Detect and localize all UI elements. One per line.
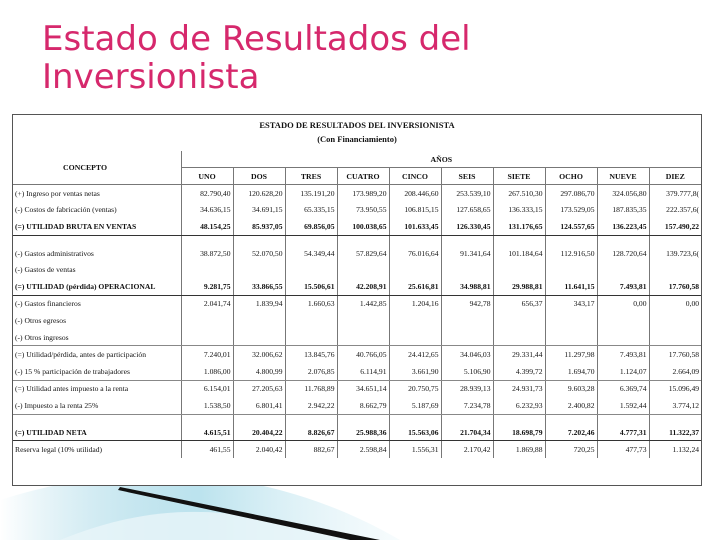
row-value: 136.333,15 — [493, 202, 545, 219]
row-label: Reserva legal (10% utilidad) — [15, 445, 103, 455]
table-row — [13, 424, 701, 441]
row-value: 21.704,34 — [441, 424, 493, 441]
row-value: 100.038,65 — [337, 218, 389, 235]
row-value — [337, 414, 389, 424]
row-value: 18.698,79 — [493, 424, 545, 441]
row-value — [545, 312, 597, 329]
row-value: 9.281,75 — [181, 278, 233, 295]
row-label: (=) Utilidad/pérdida, antes de participación — [15, 350, 147, 360]
row-value: 7.493,81 — [597, 346, 649, 363]
row-value: 25.616,81 — [389, 278, 441, 295]
income-statement-table-frame — [12, 114, 702, 486]
table-body — [13, 185, 701, 458]
row-value: 48.154,25 — [181, 218, 233, 235]
row-value: 1.660,63 — [285, 295, 337, 312]
table-row — [13, 397, 701, 414]
row-value: 11.641,15 — [545, 278, 597, 295]
title-line-2: Inversionista — [42, 57, 260, 97]
row-label: (-) Otros ingresos — [13, 329, 181, 346]
year-header-4: CUATRO — [337, 168, 389, 185]
row-value: 91.341,64 — [441, 245, 493, 262]
row-value — [493, 261, 545, 278]
row-value: 173.529,05 — [545, 202, 597, 219]
row-label: (-) Otros egresos — [15, 315, 67, 325]
row-label: (+) Ingreso por ventas netas — [15, 188, 100, 198]
table-row — [13, 329, 701, 346]
row-value — [493, 414, 545, 424]
row-value: 34.691,15 — [233, 202, 285, 219]
row-value — [545, 261, 597, 278]
row-value — [337, 329, 389, 346]
row-value — [181, 312, 233, 329]
row-value: 13.845,76 — [285, 346, 337, 363]
row-value: 29.331,44 — [493, 346, 545, 363]
row-value: 25.988,36 — [337, 424, 389, 441]
table-row — [13, 202, 701, 219]
year-header-5: CINCO — [389, 168, 441, 185]
row-value: 24.412,65 — [389, 346, 441, 363]
row-value — [233, 414, 285, 424]
row-value: 2.664,09 — [649, 363, 701, 380]
row-value: 15.506,61 — [285, 278, 337, 295]
table-row — [13, 312, 701, 329]
table-row — [13, 346, 701, 363]
row-value: 1.204,16 — [389, 295, 441, 312]
row-label: (=) UTILIDAD (pérdida) OPERACIONAL — [13, 278, 181, 295]
row-value — [285, 261, 337, 278]
years-header: AÑOS — [181, 151, 701, 168]
row-value: 20.404,22 — [233, 424, 285, 441]
row-value: 20.750,75 — [389, 380, 441, 397]
row-value: 7.202,46 — [545, 424, 597, 441]
row-value: 6.114,91 — [337, 363, 389, 380]
row-value: 34.651,14 — [337, 380, 389, 397]
row-value: 112.916,50 — [545, 245, 597, 262]
table-title: ESTADO DE RESULTADOS DEL INVERSIONISTA — [259, 120, 455, 130]
row-value: 4.777,31 — [597, 424, 649, 441]
row-value: 173.989,20 — [337, 185, 389, 202]
row-value: 5.106,90 — [441, 363, 493, 380]
row-value: 32.006,62 — [233, 346, 285, 363]
row-value — [597, 312, 649, 329]
row-value: 34.636,15 — [181, 202, 233, 219]
row-value: 38.872,50 — [181, 245, 233, 262]
row-value: 1.694,70 — [545, 363, 597, 380]
row-value: 40.766,05 — [337, 346, 389, 363]
row-value — [181, 235, 233, 245]
row-value: 1.086,00 — [181, 363, 233, 380]
row-value — [285, 235, 337, 245]
row-value: 106.815,15 — [389, 202, 441, 219]
row-value: 1.839,94 — [233, 295, 285, 312]
row-value — [181, 414, 233, 424]
row-value — [597, 235, 649, 245]
row-value: 1.592,44 — [597, 397, 649, 414]
row-value — [597, 329, 649, 346]
row-value: 69.856,05 — [285, 218, 337, 235]
row-label: (-) Costos de fabricación (ventas) — [15, 205, 117, 215]
row-value — [597, 414, 649, 424]
row-value: 882,67 — [285, 441, 337, 458]
row-value: 127.658,65 — [441, 202, 493, 219]
row-value: 720,25 — [545, 441, 597, 458]
table-row — [13, 295, 701, 312]
row-value: 7.240,01 — [181, 346, 233, 363]
table-row — [13, 261, 701, 278]
row-value: 324.056,80 — [597, 185, 649, 202]
row-value: 2.942,22 — [285, 397, 337, 414]
row-value: 24.931,73 — [493, 380, 545, 397]
row-value — [597, 261, 649, 278]
row-value: 656,37 — [493, 295, 545, 312]
row-value: 1.442,85 — [337, 295, 389, 312]
row-value: 11.768,89 — [285, 380, 337, 397]
row-value — [181, 261, 233, 278]
row-value: 0,00 — [597, 295, 649, 312]
row-label — [13, 235, 181, 245]
row-value — [181, 329, 233, 346]
row-value: 942,78 — [441, 295, 493, 312]
row-value: 3.774,12 — [649, 397, 701, 414]
row-value: 65.335,15 — [285, 202, 337, 219]
table-row — [13, 278, 701, 295]
row-value: 208.446,60 — [389, 185, 441, 202]
row-value: 131.176,65 — [493, 218, 545, 235]
row-label: (-) Impuesto a la renta 25% — [13, 397, 181, 414]
row-value — [233, 329, 285, 346]
row-value — [649, 261, 701, 278]
concept-header: CONCEPTO — [13, 151, 181, 185]
table-row — [13, 363, 701, 380]
table-row — [13, 414, 701, 424]
row-value: 222.357,6( — [649, 202, 701, 219]
row-label: (-) Gastos administrativos — [15, 248, 94, 258]
row-value: 128.720,64 — [597, 245, 649, 262]
row-value: 4.615,51 — [181, 424, 233, 441]
row-value — [545, 414, 597, 424]
row-value — [649, 312, 701, 329]
row-value: 1.132,24 — [649, 441, 701, 458]
row-value — [233, 312, 285, 329]
row-value: 85.937,05 — [233, 218, 285, 235]
table-row — [13, 235, 701, 245]
row-value: 1.556,31 — [389, 441, 441, 458]
row-value: 4.399,72 — [493, 363, 545, 380]
row-label: (-) 15 % participación de trabajadores — [13, 363, 181, 380]
row-value: 477,73 — [597, 441, 649, 458]
year-header-2: DOS — [233, 168, 285, 185]
row-value: 253.539,10 — [441, 185, 493, 202]
table-row — [13, 185, 701, 202]
row-value: 54.349,44 — [285, 245, 337, 262]
year-header-6: SEIS — [441, 168, 493, 185]
row-value: 34.046,03 — [441, 346, 493, 363]
row-value: 3.661,90 — [389, 363, 441, 380]
row-value: 101.184,64 — [493, 245, 545, 262]
row-value: 42.208,91 — [337, 278, 389, 295]
row-value: 2.170,42 — [441, 441, 493, 458]
row-value: 73.950,55 — [337, 202, 389, 219]
row-value: 8.662,79 — [337, 397, 389, 414]
row-value: 33.866,55 — [233, 278, 285, 295]
row-value: 267.510,30 — [493, 185, 545, 202]
year-header-1: UNO — [181, 168, 233, 185]
row-value — [441, 329, 493, 346]
row-value: 1.124,07 — [597, 363, 649, 380]
row-value: 17.760,58 — [649, 278, 701, 295]
row-value — [233, 235, 285, 245]
row-value: 11.322,37 — [649, 424, 701, 441]
row-value — [285, 312, 337, 329]
row-value — [337, 261, 389, 278]
row-value — [285, 329, 337, 346]
row-value — [389, 261, 441, 278]
title-line-1: Estado de Resultados del — [42, 19, 471, 59]
row-value — [649, 235, 701, 245]
row-value: 379.777,8( — [649, 185, 701, 202]
row-value: 124.557,65 — [545, 218, 597, 235]
row-label: (-) Gastos de ventas — [15, 265, 76, 275]
row-value: 15.096,49 — [649, 380, 701, 397]
row-value: 11.297,98 — [545, 346, 597, 363]
table-subtitle: (Con Financiamiento) — [317, 134, 397, 144]
row-label: (=) UTILIDAD NETA — [13, 424, 181, 441]
year-header-9: NUEVE — [597, 168, 649, 185]
row-value: 297.086,70 — [545, 185, 597, 202]
row-value: 126.330,45 — [441, 218, 493, 235]
row-value: 2.400,82 — [545, 397, 597, 414]
row-value: 15.563,06 — [389, 424, 441, 441]
row-value: 2.076,85 — [285, 363, 337, 380]
row-value: 135.191,20 — [285, 185, 337, 202]
row-value: 34.988,81 — [441, 278, 493, 295]
row-value — [285, 414, 337, 424]
row-value — [441, 312, 493, 329]
row-value: 5.187,69 — [389, 397, 441, 414]
row-label: (=) Utilidad antes impuesto a la renta — [15, 384, 129, 394]
row-value — [441, 235, 493, 245]
row-value — [545, 235, 597, 245]
row-value: 343,17 — [545, 295, 597, 312]
year-header-3: TRES — [285, 168, 337, 185]
row-value: 461,55 — [181, 441, 233, 458]
row-value: 2.598,84 — [337, 441, 389, 458]
table-row — [13, 380, 701, 397]
row-label — [13, 414, 181, 424]
row-value: 76.016,64 — [389, 245, 441, 262]
row-value — [649, 414, 701, 424]
row-value — [389, 329, 441, 346]
row-value: 2.040,42 — [233, 441, 285, 458]
row-value: 101.633,45 — [389, 218, 441, 235]
row-value — [441, 261, 493, 278]
row-value — [389, 312, 441, 329]
row-value — [389, 235, 441, 245]
row-value — [493, 329, 545, 346]
row-value: 4.800,99 — [233, 363, 285, 380]
row-value: 6.801,41 — [233, 397, 285, 414]
table-row — [13, 441, 701, 458]
row-value: 9.603,28 — [545, 380, 597, 397]
row-value: 157.490,22 — [649, 218, 701, 235]
row-value — [649, 329, 701, 346]
row-value: 7.493,81 — [597, 278, 649, 295]
year-header-8: OCHO — [545, 168, 597, 185]
year-header-10: DIEZ — [649, 168, 701, 185]
row-label: (=) UTILIDAD BRUTA EN VENTAS — [13, 218, 181, 235]
row-value: 57.829,64 — [337, 245, 389, 262]
row-value: 27.205,63 — [233, 380, 285, 397]
row-value: 17.760,58 — [649, 346, 701, 363]
table-row — [13, 218, 701, 235]
row-value — [493, 235, 545, 245]
row-value: 8.826,67 — [285, 424, 337, 441]
row-value: 1.538,50 — [181, 397, 233, 414]
row-value: 2.041,74 — [181, 295, 233, 312]
row-value — [545, 329, 597, 346]
row-value: 82.790,40 — [181, 185, 233, 202]
row-value — [337, 235, 389, 245]
page-title — [42, 20, 562, 96]
row-value: 7.234,78 — [441, 397, 493, 414]
row-value: 120.628,20 — [233, 185, 285, 202]
header-row-years — [13, 151, 701, 168]
table-row — [13, 245, 701, 262]
row-value: 1.869,88 — [493, 441, 545, 458]
row-value — [493, 312, 545, 329]
row-value: 6.369,74 — [597, 380, 649, 397]
row-value — [233, 261, 285, 278]
row-value: 29.988,81 — [493, 278, 545, 295]
row-value: 0,00 — [649, 295, 701, 312]
row-label: (-) Gastos financieros — [15, 299, 81, 309]
row-value: 6.232,93 — [493, 397, 545, 414]
row-value: 187.835,35 — [597, 202, 649, 219]
row-value: 28.939,13 — [441, 380, 493, 397]
row-value: 6.154,01 — [181, 380, 233, 397]
row-value: 136.223,45 — [597, 218, 649, 235]
row-value: 139.723,6( — [649, 245, 701, 262]
row-value — [337, 312, 389, 329]
income-statement-table — [13, 151, 701, 458]
row-value: 52.070,50 — [233, 245, 285, 262]
year-header-7: SIETE — [493, 168, 545, 185]
row-value — [441, 414, 493, 424]
row-value — [389, 414, 441, 424]
